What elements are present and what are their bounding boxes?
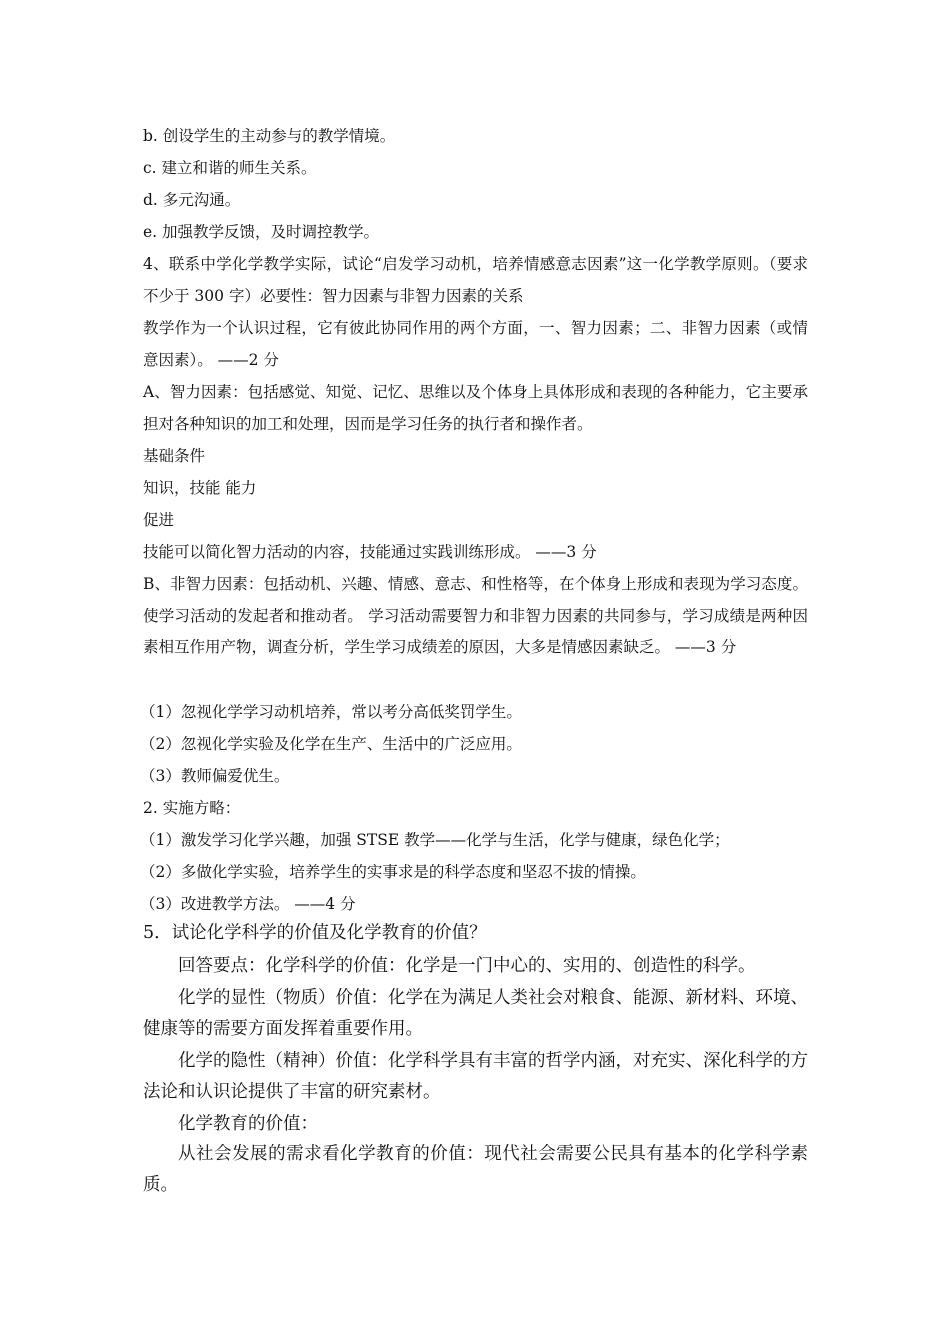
answer-education-value: 化学教育的价值： <box>178 1114 318 1134</box>
answer-key-points: 回答要点：化学科学的价值：化学是一门中心的、实用的、创造性的科学。 <box>178 956 756 976</box>
paragraph-intellectual: A、智力因素：包括感觉、知觉、记忆、思维以及个体身上具体形成和表现的各种能力，它主要承担对各种知识的加工和处理，因而是学习任务的执行者和操作者。 <box>143 383 808 433</box>
answer-spiritual-value: 化学的隐性（精神）价值：化学科学具有丰富的哲学内涵，对充实、深化科学的方法论和认识论提供了丰富的研究素材。 <box>143 1051 808 1102</box>
label-knowledge: 知识，技能 能力 <box>143 479 257 497</box>
strategy-2: （2）多做化学实验，培养学生的实事求是的科学态度和坚忍不拔的情操。 <box>140 863 646 881</box>
issue-1: （1）忽视化学学习动机培养，常以考分高低奖罚学生。 <box>140 703 522 721</box>
item-c: c. 建立和谐的师生关系。 <box>143 159 317 177</box>
strategy-3: （3）改进教学方法。 ——4 分 <box>140 895 356 913</box>
question-4: 4、联系中学化学教学实际，试论“启发学习动机，培养情感意志因素”这一化学教学原则。（要求不少于 300 字）必要性：智力因素与非智力因素的关系 <box>143 255 808 305</box>
issue-3: （3）教师偏爱优生。 <box>140 767 290 785</box>
answer-material-value: 化学的显性（物质）价值：化学在为满足人类社会对粮食、能源、新材料、环境、健康等的需要方面发挥着重要作用。 <box>143 988 808 1039</box>
strategy-1: （1）激发学习化学兴趣，加强 STSE 教学——化学与生活，化学与健康，绿色化学； <box>140 831 730 849</box>
answer-society-needs: 从社会发展的需求看化学教育的价值：现代社会需要公民具有基本的化学科学素质。 <box>143 1144 808 1195</box>
issue-2: （2）忽视化学实验及化学在生产、生活中的广泛应用。 <box>140 735 522 753</box>
item-b: b. 创设学生的主动参与的教学情境。 <box>143 127 396 145</box>
paragraph-nonintellectual: B、非智力因素：包括动机、兴趣、情感、意志、和性格等，在个体身上形成和表现为学习态度。使学习活动的发起者和推动者。 学习活动需要智力和非智力因素的共同参与，学习成绩是两种因素相互作用产物，调查分析，学生学习成绩差的原因，大多是情感因素缺乏。 ——3 分 <box>143 575 808 656</box>
section-strategy: 2. 实施方略： <box>143 799 241 817</box>
label-base: 基础条件 <box>143 447 206 465</box>
label-promote: 促进 <box>143 511 175 529</box>
item-d: d. 多元沟通。 <box>143 191 241 209</box>
item-e: e. 加强教学反馈，及时调控教学。 <box>143 223 380 241</box>
line-skill: 技能可以简化智力活动的内容，技能通过实践训练形成。 ——3 分 <box>143 543 597 561</box>
question-5-title: 5．试论化学科学的价值及化学教育的价值？ <box>143 923 487 943</box>
paragraph-overview: 教学作为一个认识过程，它有彼此协同作用的两个方面，一、智力因素；二、非智力因素（或情意因素）。 ——2 分 <box>143 319 808 369</box>
